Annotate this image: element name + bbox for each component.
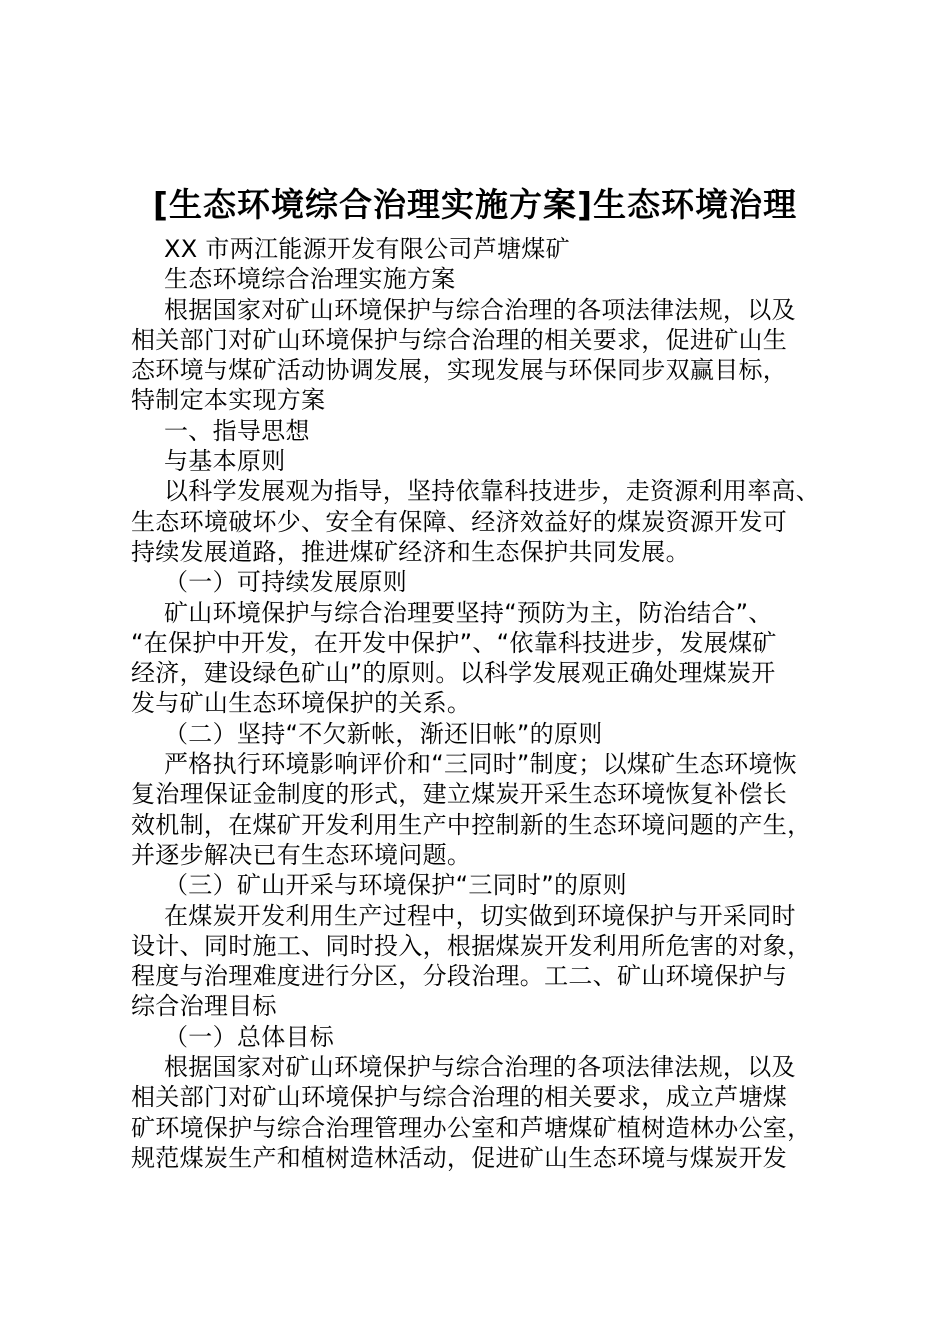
text-line: 态环境与煤矿活动协调发展，实现发展与环保同步双赢目标， — [131, 356, 788, 385]
text-line: 持续发展道路，推进煤矿经济和生态保护共同发展。 — [131, 537, 690, 566]
text-line: 严格执行环境影响评价和“三同时”制度；以煤矿生态环境恢 — [164, 750, 797, 779]
text-line: （二）坚持“不欠新帐，渐还旧帐”的原则 — [164, 719, 603, 748]
text-line: 矿山环境保护与综合治理要坚持“预防为主，防治结合”、 — [164, 598, 773, 627]
text-line: 经济，建设绿色矿山”的原则。以科学发展观正确处理煤炭开 — [131, 659, 776, 688]
text-line: 特制定本实现方案 — [131, 386, 326, 415]
text-line: 程度与治理难度进行分区，分段治理。工二、矿山环境保护与 — [131, 962, 788, 991]
text-line: 效机制，在煤矿开发利用生产中控制新的生态环境问题的产生， — [131, 810, 812, 839]
text-line: 综合治理目标 — [131, 992, 277, 1021]
text-line: 发与矿山生态环境保护的关系。 — [131, 689, 472, 718]
text-line: 设计、同时施工、同时投入，根据煤炭开发利用所危害的对象， — [131, 931, 812, 960]
text-line: 复治理保证金制度的形式，建立煤炭开采生态环境恢复补偿长 — [131, 780, 788, 809]
text-line: （三）矿山开采与环境保护“三同时”的原则 — [164, 871, 627, 900]
text-line: “在保护中开发，在开发中保护”、“依靠科技进步，发展煤矿 — [131, 628, 777, 657]
text-line: 根据国家对矿山环境保护与综合治理的各项法律法规，以及 — [164, 1053, 796, 1082]
text-line: 根据国家对矿山环境保护与综合治理的各项法律法规，以及 — [164, 295, 796, 324]
text-line: 矿环境保护与综合治理管理办公室和芦塘煤矿植树造林办公室， — [131, 1113, 812, 1142]
text-line: 生态环境综合治理实施方案 — [164, 265, 456, 294]
text-line: 生态环境破坏少、安全有保障、经济效益好的煤炭资源开发可 — [131, 507, 788, 536]
text-line: 一、指导思想 — [164, 416, 310, 445]
text-line: （一）可持续发展原则 — [164, 568, 407, 597]
text-line: XX 市两江能源开发有限公司芦塘煤矿 — [164, 235, 570, 263]
text-line: 相关部门对矿山环境保护与综合治理的相关要求，促进矿山生 — [131, 325, 788, 354]
text-line: 与基本原则 — [164, 447, 286, 476]
text-line: 在煤炭开发利用生产过程中，切实做到环境保护与开采同时 — [164, 901, 796, 930]
document-title: [生态环境综合治理实施方案]生态环境治理 — [152, 185, 798, 224]
document-body — [131, 234, 831, 1173]
text-line: 以科学发展观为指导，坚持依靠科技进步，走资源利用率高、 — [164, 477, 821, 506]
text-line: 规范煤炭生产和植树造林活动，促进矿山生态环境与煤炭开发 — [131, 1143, 788, 1172]
text-line: （一）总体目标 — [164, 1022, 335, 1051]
text-line: 并逐步解决已有生态环境问题。 — [131, 840, 472, 869]
text-line: 相关部门对矿山环境保护与综合治理的相关要求，成立芦塘煤 — [131, 1083, 788, 1112]
